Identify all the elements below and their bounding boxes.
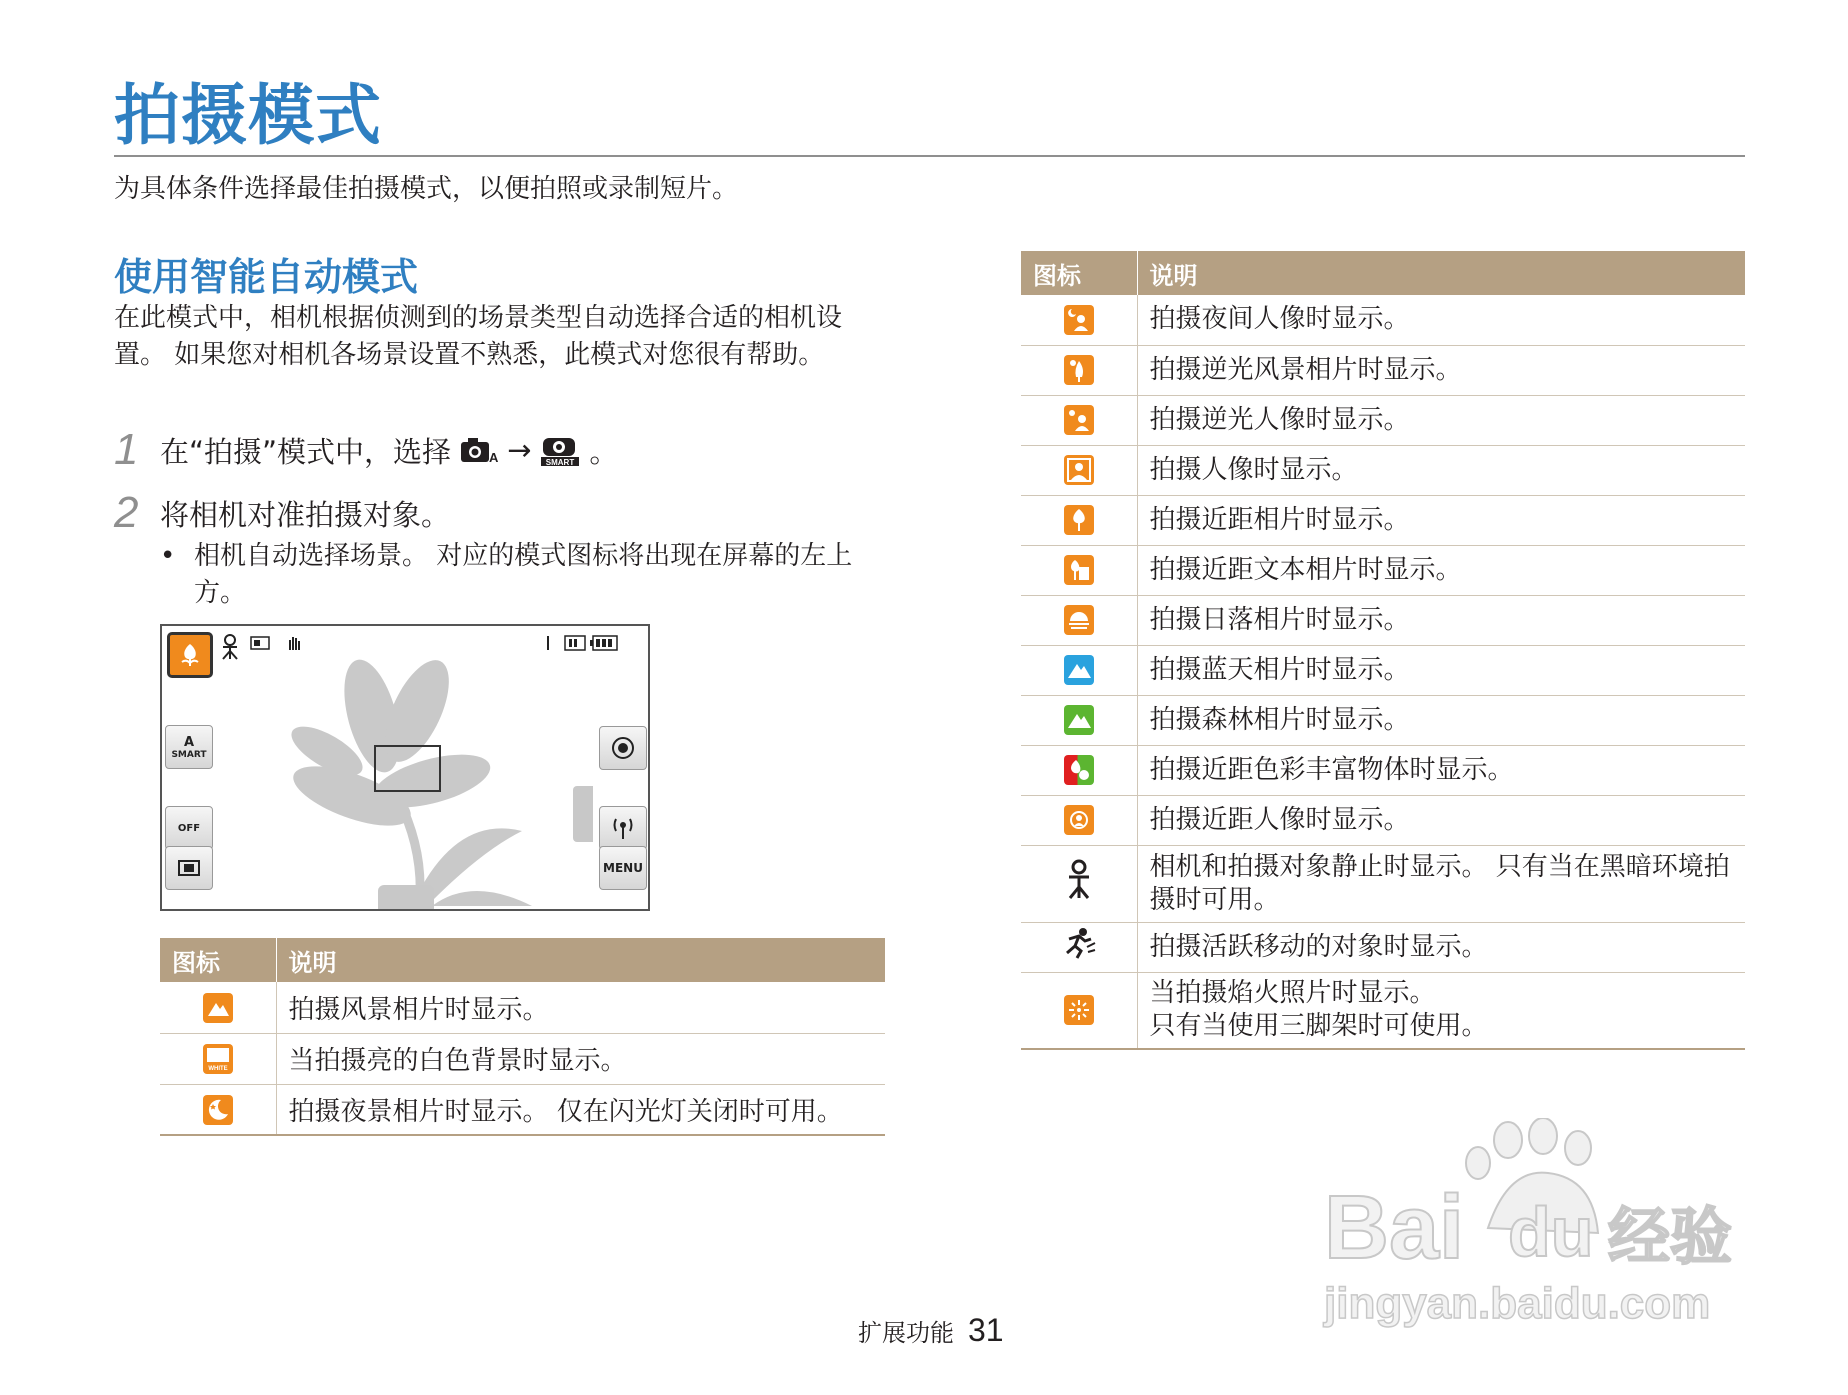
bottom-panel-tab[interactable] [378,885,434,911]
table-row [1021,645,1745,695]
ois-icon [286,634,304,656]
effects-button[interactable] [599,726,647,770]
svg-text:jingyan.baidu.com: jingyan.baidu.com [1324,1279,1711,1328]
table-row [1021,445,1745,495]
row-description: 当拍摄焰火照片时显示。 只有当使用三脚架时可使用。 [1137,972,1745,1049]
row-description: 拍摄人像时显示。 [1137,445,1745,495]
effects-icon [609,734,637,762]
flash-label: SMART [171,749,207,760]
row-description: 相机和拍摄对象静止时显示。 只有当在黑暗环境拍摄时可用。 [1137,845,1745,922]
table-row [1021,845,1745,922]
white-icon [203,1044,233,1074]
tripod-icon [1064,859,1094,908]
focus-frame [374,745,441,792]
table-row [1021,345,1745,395]
step-text-end: 。 [589,434,619,469]
table-header-icon: 图标 [160,938,276,982]
bullet-text: 相机自动选择场景。 对应的模式图标将出现在屏幕的左上方。 [194,541,853,608]
timer-label: OFF [177,822,201,834]
svg-text:经验: 经验 [1608,1200,1733,1273]
bar-icon [546,636,550,654]
footer-section: 扩展功能 [858,1319,954,1347]
battery-icon [590,635,618,655]
camera-screen-illustration [160,624,650,911]
step-number: 1 [114,425,139,474]
table-row [1021,922,1745,972]
image-size-icon [250,636,270,654]
step-1 [114,425,618,475]
table-row [160,1084,885,1135]
smart-auto-icon [539,433,581,467]
page-title: 拍摄模式 [114,77,382,154]
row-description: 拍摄森林相片时显示。 [1137,695,1745,745]
side-panel-tab[interactable] [573,786,593,842]
row-description: 拍摄夜间人像时显示。 [1137,295,1745,345]
table-header-icon: 图标 [1021,251,1137,295]
portrait-icon [1064,455,1094,485]
flash-button[interactable] [165,725,213,769]
menu-button[interactable] [599,846,647,890]
tripod-status-icon [220,634,240,664]
row-description: 拍摄近距色彩丰富物体时显示。 [1137,745,1745,795]
table-row [160,1033,885,1084]
page-number: 31 [968,1312,1004,1348]
row-description: 拍摄近距人像时显示。 [1137,795,1745,845]
row-description: 拍摄活跃移动的对象时显示。 [1137,922,1745,972]
bullet-dot: • [160,541,176,571]
display-button[interactable] [165,846,213,890]
section-title: 使用智能自动模式 [114,255,419,299]
step-2-bullet [160,538,860,612]
row-description: 拍摄逆光风景相片时显示。 [1137,345,1745,395]
row-description: 当拍摄亮的白色背景时显示。 [276,1033,885,1084]
fireworks-icon [1064,995,1094,1025]
landscape-icon [203,993,233,1023]
table-row [1021,745,1745,795]
table-row [160,982,885,1033]
row-description: 拍摄夜景相片时显示。 仅在闪光灯关闭时可用。 [276,1084,885,1135]
backlight-landscape-icon [1064,355,1094,385]
memory-icon [564,635,588,655]
forest-icon [1064,705,1094,735]
row-description: 拍摄近距相片时显示。 [1137,495,1745,545]
display-icon [178,860,200,876]
table-row [1021,545,1745,595]
row-description: 拍摄蓝天相片时显示。 [1137,645,1745,695]
table-header-desc: 说明 [276,938,885,982]
smart-label: SMART [546,458,575,467]
svg-text:Bai: Bai [1324,1178,1465,1278]
camera-auto-icon [459,435,499,465]
step-number: 2 [114,488,139,537]
flash-top-label: A [183,734,195,750]
svg-text:du: du [1508,1193,1594,1271]
macro-portrait-icon [1064,805,1094,835]
svg-text:WHITE: WHITE [208,1065,228,1072]
scene-mode-icon[interactable] [167,632,213,678]
step-text: 在“拍摄”模式中，选择 [160,434,452,469]
night-icon [203,1095,233,1125]
table-row [1021,495,1745,545]
table-row [1021,295,1745,345]
night-portrait-icon [1064,305,1094,335]
table-row [1021,395,1745,445]
backlight-portrait-icon [1064,405,1094,435]
table-row [1021,972,1745,1049]
macro-icon [1064,505,1094,535]
action-icon [1061,927,1097,968]
menu-label: MENU [603,861,643,875]
section-intro: 在此模式中，相机根据侦测到的场景类型自动选择合适的相机设置。 如果您对相机各场景设置不熟悉，此模式对您很有帮助。 [114,303,843,370]
scene-icon-table-left [160,938,885,1136]
table-row [1021,795,1745,845]
table-header-desc: 说明 [1137,251,1745,295]
page-subtitle: 为具体条件选择最佳拍摄模式，以便拍照或录制短片。 [114,174,739,204]
table-row [1021,595,1745,645]
macro-text-icon [1064,555,1094,585]
svg-text:A: A [489,450,499,465]
step-2 [114,488,450,538]
scene-icon-table-right [1021,251,1745,1050]
sunset-icon [1064,605,1094,635]
table-row [1021,695,1745,745]
row-description: 拍摄近距文本相片时显示。 [1137,545,1745,595]
baidu-watermark [1318,1118,1748,1338]
wireless-icon [611,815,635,841]
macro-color-icon [1064,755,1094,785]
row-description: 拍摄逆光人像时显示。 [1137,395,1745,445]
blue-sky-icon [1064,655,1094,685]
row-description: 拍摄风景相片时显示。 [276,982,885,1033]
arrow: → [507,433,532,467]
title-divider [114,155,1745,157]
wireless-button[interactable] [599,806,647,850]
page-footer [858,1312,1004,1349]
step-text: 将相机对准拍摄对象。 [160,497,451,532]
timer-button[interactable] [165,806,213,850]
row-description: 拍摄日落相片时显示。 [1137,595,1745,645]
